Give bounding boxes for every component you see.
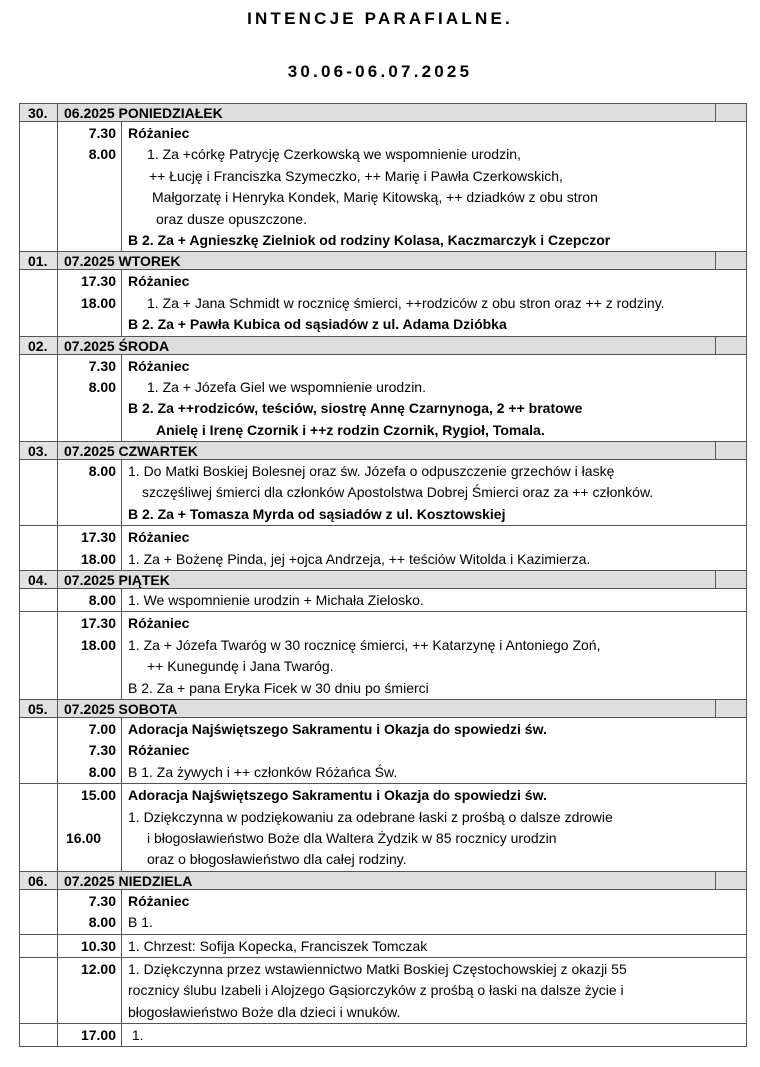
mass-block bbox=[19, 589, 747, 612]
intention-line: B 1. Za żywych i ++ członków Różańca Św. bbox=[128, 763, 398, 780]
day-header-row bbox=[19, 337, 747, 355]
intention-line: oraz o błogosławieństwo dla całej rodziny. bbox=[147, 851, 407, 868]
time: 17.30 bbox=[80, 615, 116, 632]
mass-block bbox=[19, 122, 747, 252]
mass-block bbox=[19, 1024, 747, 1047]
intention-line: B 1. bbox=[128, 914, 153, 931]
mass-block bbox=[19, 935, 747, 958]
mass-block bbox=[19, 460, 747, 526]
day-number: 04. bbox=[20, 571, 58, 588]
intention-line: 1. We wspomnienie urodzin + Michała Zielosko. bbox=[128, 592, 424, 609]
day-header-row bbox=[19, 442, 747, 460]
intention-line: Różaniec bbox=[128, 125, 190, 141]
mass-times bbox=[58, 784, 122, 871]
intention-line: B 2. Za + pana Eryka Ficek w 30 dniu po śmierci bbox=[128, 679, 429, 696]
intention-line: B 2. Za + Tomasza Myrda od sąsiadów z ul. Kosztowskiej bbox=[128, 505, 506, 522]
intention-line: oraz dusze opuszczone. bbox=[156, 210, 307, 227]
intention-line: szczęśliwej śmierci dla członków Apostolstwa Dobrej Śmierci oraz za ++ członków. bbox=[142, 484, 654, 501]
intention-line: 1. Za + Bożenę Pinda, jej +ojca Andrzeja, ++ teściów Witolda i Kazimierza. bbox=[128, 550, 591, 567]
mass-block bbox=[19, 526, 747, 571]
mass-block bbox=[19, 270, 747, 336]
day-number: 01. bbox=[20, 252, 58, 269]
intention-line: Małgorzatę i Henryka Kondek, Marię Kitowską, ++ dziadków z obu stron bbox=[152, 189, 598, 206]
mass-times bbox=[58, 270, 122, 335]
time: 8.00 bbox=[88, 914, 116, 931]
intention-line: 1. Dziękczynna przez wstawiennictwo Matki Boskiej Częstochowskiej z okazji 55 bbox=[128, 960, 627, 977]
time: 12.00 bbox=[80, 960, 116, 977]
mass-block bbox=[19, 784, 747, 872]
intentions bbox=[122, 1024, 746, 1046]
intention-line: 1. Za + Józefa Twaróg w 30 rocznicę śmierci, ++ Katarzynę i Antoniego Zoń, bbox=[128, 636, 601, 653]
mass-times bbox=[58, 355, 122, 442]
intention-line: i błogosławieństwo Boże dla Waltera Żydzik w 85 rocznicy urodzin bbox=[147, 829, 557, 846]
intention-line: błogosławieństwo Boże dla dzieci i wnuków. bbox=[128, 1003, 401, 1020]
mass-times bbox=[58, 460, 122, 525]
day-header-row bbox=[19, 571, 747, 589]
mass-times bbox=[58, 958, 122, 1023]
mass-block bbox=[19, 958, 747, 1024]
mass-times bbox=[58, 935, 122, 957]
time: 16.00 bbox=[66, 829, 102, 846]
intention-line: B 2. Za + Pawła Kubica od sąsiadów z ul. Adama Dzióbka bbox=[128, 316, 507, 333]
day-header-row bbox=[19, 252, 747, 270]
intentions bbox=[122, 784, 746, 871]
time: 15.00 bbox=[80, 787, 116, 804]
page-title: INTENCJE PARAFIALNE. bbox=[247, 9, 513, 28]
intention-line: Różaniec bbox=[128, 273, 190, 290]
intentions-table bbox=[19, 103, 747, 1047]
time: 7.30 bbox=[88, 892, 116, 909]
time: 7.30 bbox=[88, 357, 116, 374]
time: 8.00 bbox=[88, 763, 116, 780]
day-header-row bbox=[19, 700, 747, 718]
time: 7.00 bbox=[88, 720, 116, 737]
intention-line: 1. Za +córkę Patrycję Czerkowską we wspomnienie urodzin, bbox=[147, 146, 521, 163]
intention-line: 1. Dziękczynna w podziękowaniu za odebrane łaski z prośbą o dalsze zdrowie bbox=[128, 808, 613, 825]
time: 18.00 bbox=[80, 636, 116, 653]
mass-block bbox=[19, 355, 747, 443]
mass-times bbox=[58, 890, 122, 934]
mass-times bbox=[58, 1024, 122, 1046]
mass-block bbox=[19, 718, 747, 784]
mass-times bbox=[58, 122, 122, 251]
intentions bbox=[122, 612, 746, 699]
intentions bbox=[122, 935, 746, 957]
day-header: 07.2025 CZWARTEK bbox=[58, 442, 716, 459]
day-number: 02. bbox=[20, 337, 58, 354]
intention-line: 1. bbox=[128, 1027, 144, 1044]
time: 17.00 bbox=[80, 1027, 116, 1044]
intention-line: ++ Kunegundę i Jana Twaróg. bbox=[147, 658, 334, 675]
time: 10.30 bbox=[80, 937, 116, 954]
day-header: 07.2025 ŚRODA bbox=[58, 337, 716, 354]
intention-line: Anielę i Irenę Czornik i ++z rodzin Czornik, Rygioł, Tomala. bbox=[156, 421, 545, 438]
mass-times bbox=[58, 526, 122, 570]
day-number: 05. bbox=[20, 700, 58, 717]
time: 8.00 bbox=[88, 146, 116, 163]
intention-line: Różaniec bbox=[128, 357, 190, 374]
intention-line: B 2. Za + Agnieszkę Zielniok od rodziny Kolasa, Kaczmarczyk i Czepczor bbox=[128, 231, 611, 248]
intentions bbox=[122, 122, 746, 251]
day-header: 07.2025 NIEDZIELA bbox=[58, 872, 716, 889]
day-header-row bbox=[19, 103, 747, 122]
day-number: 03. bbox=[20, 442, 58, 459]
mass-block bbox=[19, 890, 747, 935]
intention-line: Różaniec bbox=[128, 742, 190, 759]
time: 18.00 bbox=[80, 550, 116, 567]
mass-times bbox=[58, 718, 122, 783]
intentions bbox=[122, 589, 746, 611]
time: 7.30 bbox=[88, 125, 116, 141]
day-number: 30. bbox=[20, 104, 58, 121]
mass-times bbox=[58, 589, 122, 611]
intention-line: Adoracja Najświętszego Sakramentu i Okazja do spowiedzi św. bbox=[128, 720, 547, 737]
intentions bbox=[122, 270, 746, 335]
intention-line: B 2. Za ++rodziców, teściów, siostrę Annę Czarnynoga, 2 ++ bratowe bbox=[128, 400, 583, 417]
intention-line: 1. Za + Jana Schmidt w rocznicę śmierci, ++rodziców z obu stron oraz ++ z rodziny. bbox=[147, 294, 665, 311]
intentions bbox=[122, 460, 746, 525]
intentions bbox=[122, 890, 746, 934]
mass-times bbox=[58, 612, 122, 699]
time: 18.00 bbox=[80, 294, 116, 311]
day-header: 07.2025 SOBOTA bbox=[58, 700, 716, 717]
time: 17.30 bbox=[80, 529, 116, 546]
day-header: 06.2025 PONIEDZIAŁEK bbox=[58, 104, 716, 121]
intentions bbox=[122, 958, 746, 1023]
intention-line: 1. Do Matki Boskiej Bolesnej oraz św. Józefa o odpuszczenie grzechów i łaskę bbox=[128, 463, 615, 480]
intention-line: ++ Łucję i Franciszka Szymeczko, ++ Marię i Pawła Czerkowskich, bbox=[149, 167, 563, 184]
intention-line: rocznicy ślubu Izabeli i Alojzego Gąsiorczyków z prośbą o łaski na dalsze życie i bbox=[128, 982, 624, 999]
day-number: 06. bbox=[20, 872, 58, 889]
time: 7.30 bbox=[88, 742, 116, 759]
time: 8.00 bbox=[88, 592, 116, 609]
intention-line: Adoracja Najświętszego Sakramentu i Okazja do spowiedzi św. bbox=[128, 787, 547, 804]
intention-line: Różaniec bbox=[128, 892, 190, 909]
mass-block bbox=[19, 612, 747, 700]
day-header: 07.2025 WTOREK bbox=[58, 252, 716, 269]
intentions bbox=[122, 355, 746, 442]
intention-line: Różaniec bbox=[128, 529, 190, 546]
day-header: 07.2025 PIĄTEK bbox=[58, 571, 716, 588]
intentions bbox=[122, 526, 746, 570]
time: 8.00 bbox=[88, 378, 116, 395]
day-header-row bbox=[19, 872, 747, 890]
intention-line: 1. Chrzest: Sofija Kopecka, Franciszek Tomczak bbox=[128, 937, 428, 954]
intention-line: 1. Za + Józefa Giel we wspomnienie urodzin. bbox=[147, 378, 426, 395]
time: 8.00 bbox=[88, 463, 116, 480]
date-range: 30.06-06.07.2025 bbox=[287, 62, 473, 81]
intention-line: Różaniec bbox=[128, 615, 190, 632]
intentions bbox=[122, 718, 746, 783]
time: 17.30 bbox=[80, 273, 116, 290]
